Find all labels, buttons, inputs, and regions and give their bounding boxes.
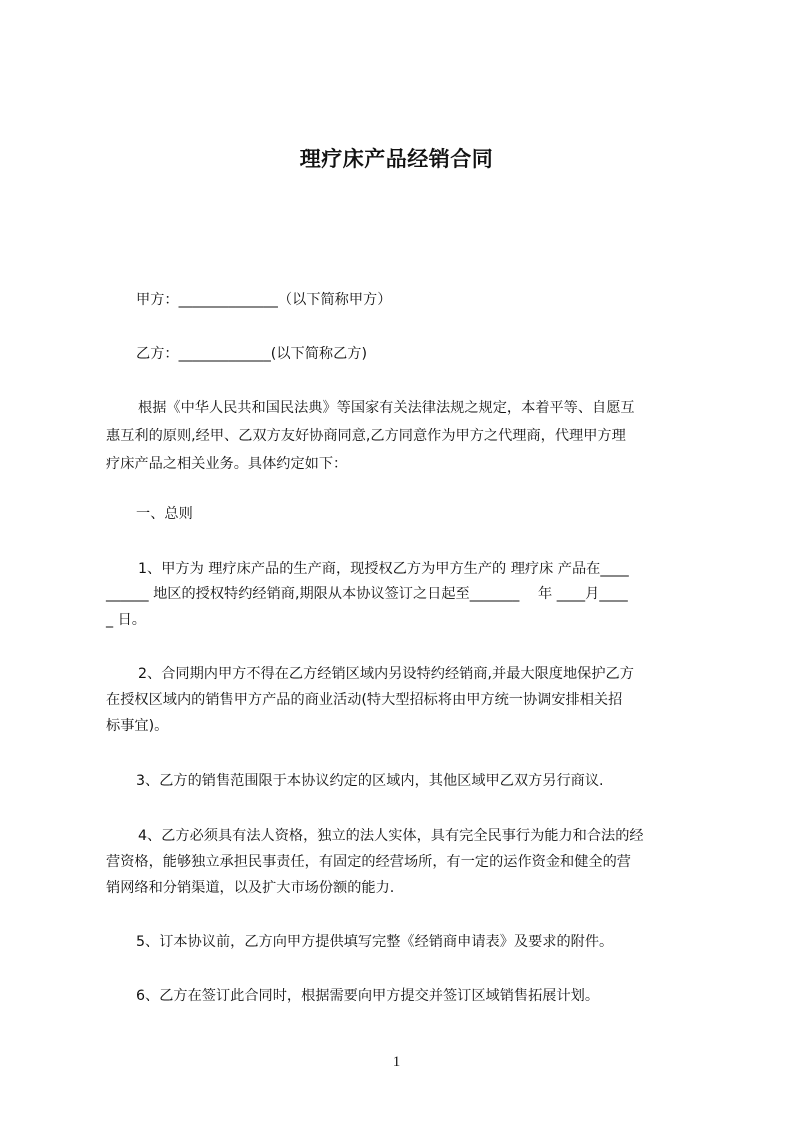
preamble-line-2: 惠互利的原则,经甲、乙双方友好协商同意,乙方同意作为甲方之代理商，代理甲方理 xyxy=(106,428,626,444)
clause-1-line-1: 1、甲方为 理疗床产品的生产商，现授权乙方为甲方生产的 理疗床 产品在____ xyxy=(138,561,629,577)
party-a-line: 甲方：______________（以下简称甲方） xyxy=(136,292,392,308)
clause-2-line-1: 2、合同期内甲方不得在乙方经销区域内另设特约经销商,并最大限度地保护乙方 xyxy=(138,666,634,682)
document-title: 理疗床产品经销合同 xyxy=(299,147,494,171)
party-b-line: 乙方：_____________(以下简称乙方) xyxy=(136,346,367,362)
page-number: 1 xyxy=(392,1054,401,1070)
clause-1-line-3: _ 日。 xyxy=(106,612,146,628)
clause-1-line-2: ______ 地区的授权特约经销商,期限从本协议签订之日起至_______ 年 ____月____ xyxy=(106,586,628,602)
clause-5: 5、订本协议前，乙方向甲方提供填写完整《经销商申请表》及要求的附件。 xyxy=(136,934,614,950)
clause-2-line-3: 标事宜)。 xyxy=(106,718,169,734)
clause-2-line-2: 在授权区域内的销售甲方产品的商业活动(特大型招标将由甲方统一协调安排相关招 xyxy=(106,692,623,708)
section-1-heading: 一、总则 xyxy=(136,506,193,522)
clause-4-line-1: 4、乙方必须具有法人资格，独立的法人实体，具有完全民事行为能力和合法的经 xyxy=(138,828,644,844)
clause-4-line-2: 营资格，能够独立承担民事责任，有固定的经营场所，有一定的运作资金和健全的营 xyxy=(106,854,631,870)
preamble-line-3: 疗床产品之相关业务。具体约定如下： xyxy=(106,456,348,472)
clause-4-line-3: 销网络和分销渠道，以及扩大市场份额的能力. xyxy=(106,880,395,896)
preamble-line-1: 根据《中华人民共和国民法典》等国家有关法律法规之规定，本着平等、自愿互 xyxy=(138,400,635,416)
clause-3: 3、乙方的销售范围限于本协议约定的区域内，其他区域甲乙双方另行商议. xyxy=(136,773,604,789)
clause-6: 6、乙方在签订此合同时，根据需要向甲方提交并签订区域销售拓展计划。 xyxy=(136,988,600,1004)
